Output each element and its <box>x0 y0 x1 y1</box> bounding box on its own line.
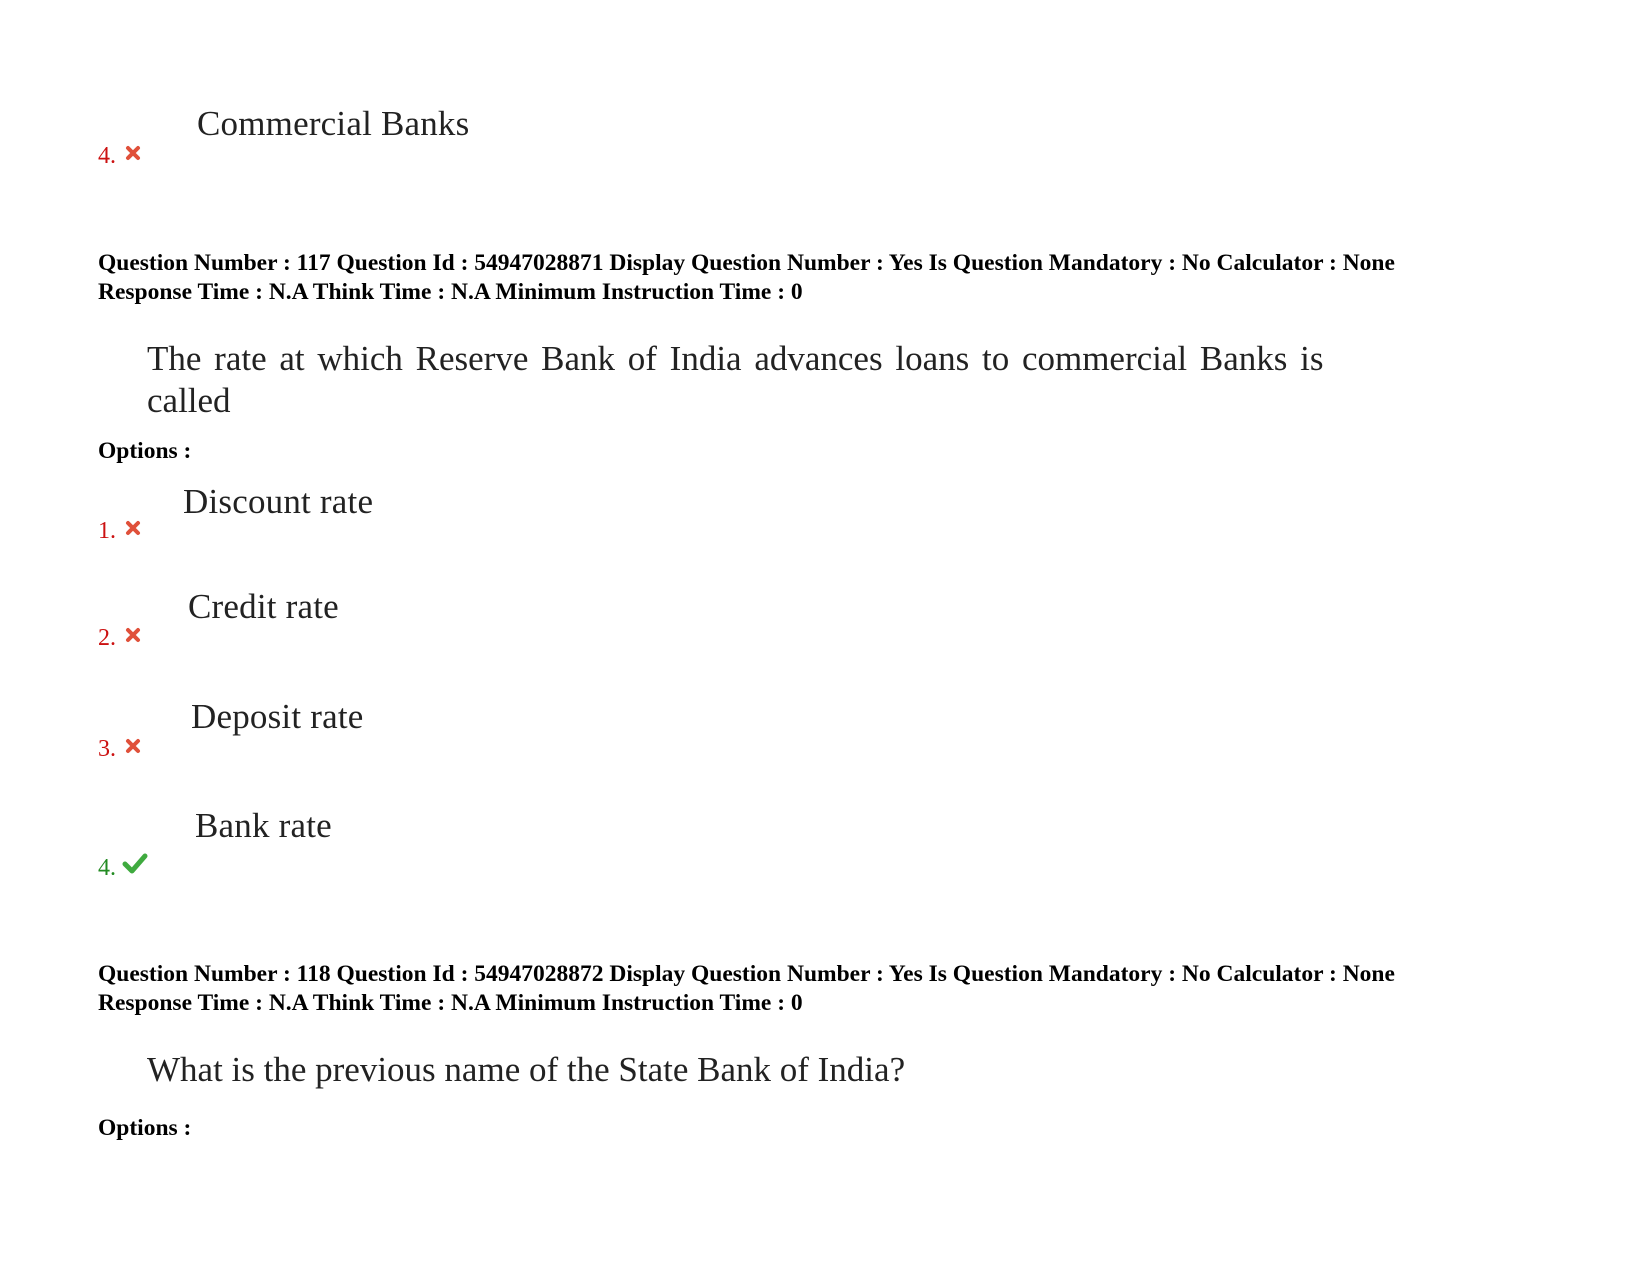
question-text-line1: The rate at which Reserve Bank of India advances loans to commercial Banks is <box>147 339 1324 378</box>
question-meta-line2: Response Time : N.A Think Time : N.A Minimum Instruction Time : 0 <box>98 990 803 1016</box>
options-label: Options : <box>98 1115 192 1141</box>
option-number: 3. <box>98 736 116 762</box>
cross-icon <box>125 738 141 759</box>
question-meta-line2: Response Time : N.A Think Time : N.A Minimum Instruction Time : 0 <box>98 279 803 305</box>
option-number: 4. <box>98 855 116 881</box>
option-number: 4. <box>98 143 116 169</box>
question-meta-line1: Question Number : 118 Question Id : 54947028872 Display Question Number : Yes Is Question Mandatory : No Calculator : None <box>98 961 1395 987</box>
option-text: Commercial Banks <box>197 104 470 143</box>
check-icon <box>122 852 148 879</box>
cross-icon <box>125 627 141 648</box>
option-number: 2. <box>98 625 116 651</box>
question-meta-line1: Question Number : 117 Question Id : 54947028871 Display Question Number : Yes Is Question Mandatory : No Calculator : None <box>98 250 1395 276</box>
options-label: Options : <box>98 438 192 464</box>
option-text: Credit rate <box>188 587 339 626</box>
option-text: Discount rate <box>183 482 374 521</box>
cross-icon <box>125 145 141 166</box>
option-number: 1. <box>98 518 116 544</box>
option-text: Bank rate <box>195 806 332 845</box>
cross-icon <box>125 520 141 541</box>
question-text-line2: called <box>147 381 231 420</box>
question-text-line1: What is the previous name of the State Bank of India? <box>147 1050 906 1089</box>
option-text: Deposit rate <box>191 697 364 736</box>
